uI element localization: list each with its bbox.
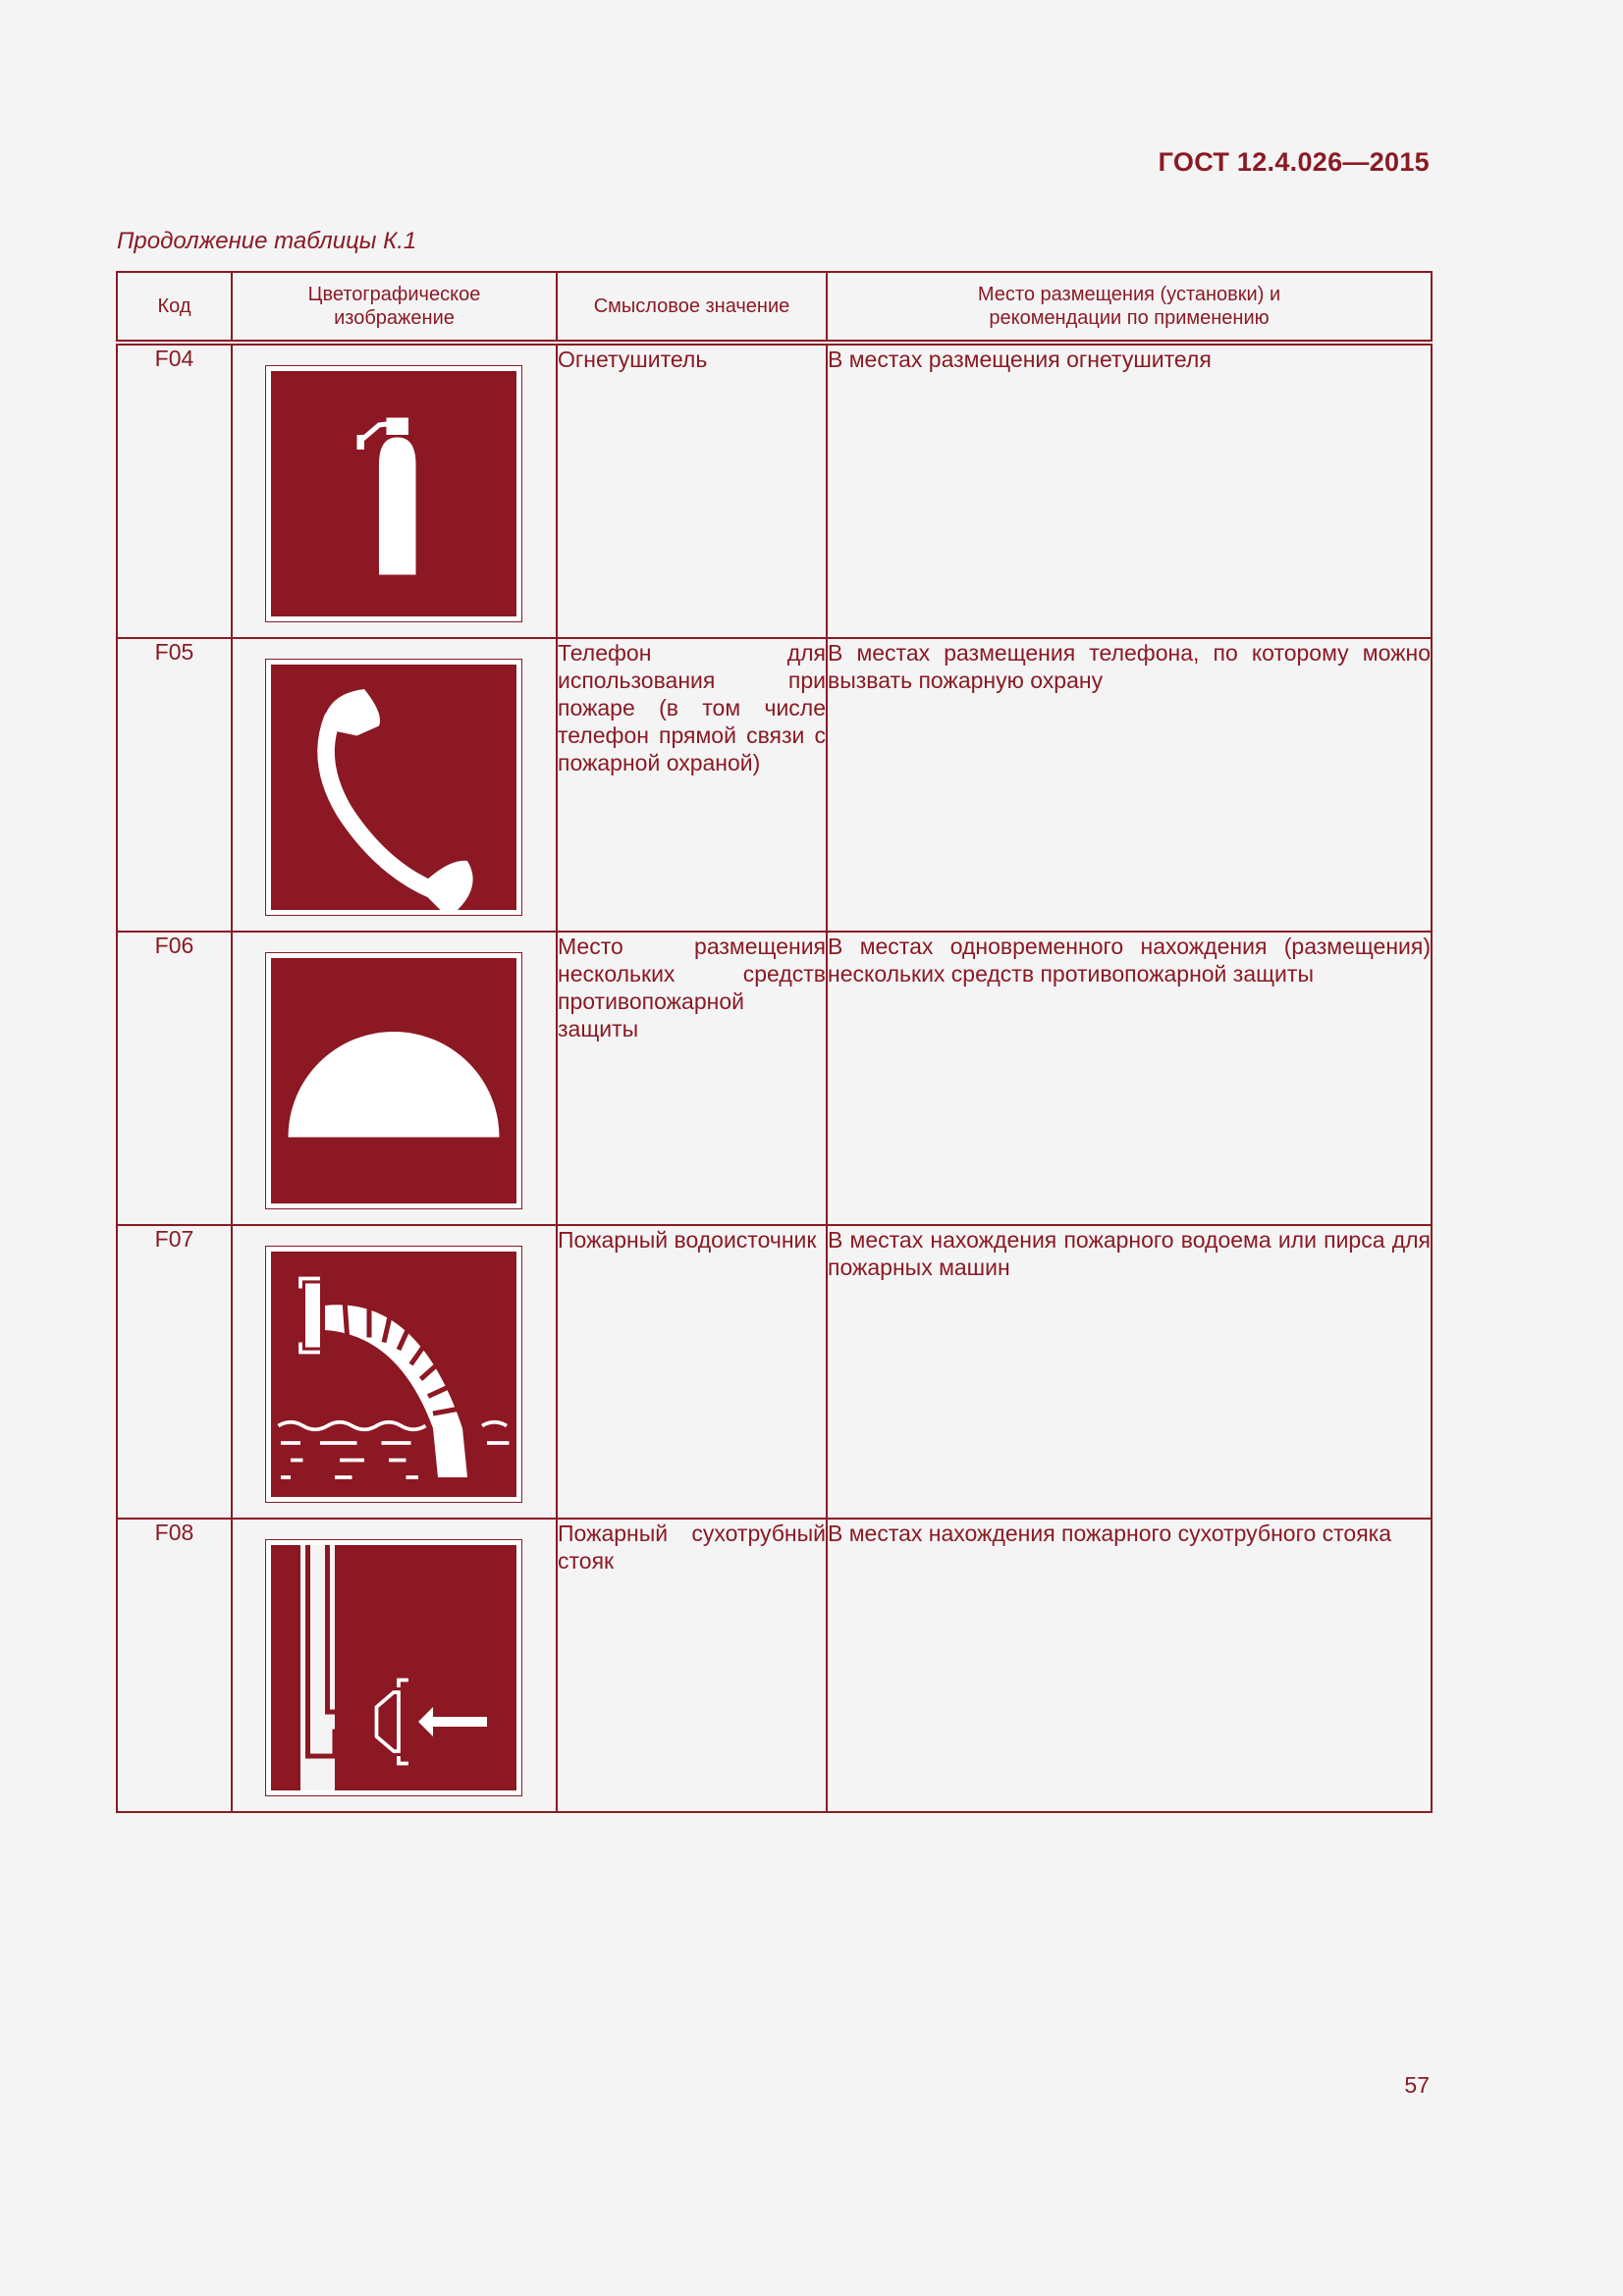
row-code: F04 bbox=[117, 343, 232, 638]
row-placement: В местах одновременного нахождения (размещения) нескольких средств противопожарной защиты bbox=[827, 932, 1432, 1225]
row-meaning: Огнетушитель bbox=[557, 343, 827, 638]
fire-extinguisher-icon bbox=[271, 371, 516, 616]
column-header-meaning: Смысловое значение bbox=[557, 272, 827, 343]
page-number: 57 bbox=[1404, 2072, 1430, 2098]
fire-phone-icon bbox=[271, 665, 516, 910]
table-row bbox=[117, 343, 1432, 638]
table-row bbox=[117, 638, 1432, 932]
row-meaning: Телефон для использования при пожаре (в том числе телефон прямой связи с пожарной охраной) bbox=[557, 638, 827, 932]
table-header-row bbox=[117, 272, 1432, 343]
table-row bbox=[117, 1225, 1432, 1519]
row-image bbox=[232, 1519, 557, 1812]
row-meaning: Место размещения нескольких средств противопожарной защиты bbox=[557, 932, 827, 1225]
row-placement: В местах размещения телефона, по которому можно вызвать пожарную охрану bbox=[827, 638, 1432, 932]
row-image bbox=[232, 343, 557, 638]
fire-water-source-icon bbox=[271, 1252, 516, 1497]
fire-equipment-location-icon bbox=[271, 958, 516, 1203]
row-placement: В местах нахождения пожарного водоема или пирса для пожарных машин bbox=[827, 1225, 1432, 1519]
row-placement: В местах нахождения пожарного сухотрубного стояка bbox=[827, 1519, 1432, 1812]
row-image bbox=[232, 1225, 557, 1519]
column-header-image: Цветографическое изображение bbox=[232, 272, 557, 343]
signs-table bbox=[116, 271, 1433, 1813]
table-row bbox=[117, 1519, 1432, 1812]
row-image bbox=[232, 638, 557, 932]
row-meaning: Пожарный водоисточник bbox=[557, 1225, 827, 1519]
column-header-placement: Место размещения (установки) и рекомендации по применению bbox=[827, 272, 1432, 343]
table-row bbox=[117, 932, 1432, 1225]
table-caption: Продолжение таблицы К.1 bbox=[117, 228, 417, 254]
row-code: F06 bbox=[117, 932, 232, 1225]
row-code: F05 bbox=[117, 638, 232, 932]
dry-riser-icon bbox=[271, 1545, 516, 1790]
column-header-code: Код bbox=[117, 272, 232, 343]
row-code: F07 bbox=[117, 1225, 232, 1519]
document-code: ГОСТ 12.4.026—2015 bbox=[1158, 147, 1430, 177]
row-placement: В местах размещения огнетушителя bbox=[827, 343, 1432, 638]
row-image bbox=[232, 932, 557, 1225]
row-code: F08 bbox=[117, 1519, 232, 1812]
row-meaning: Пожарный сухотрубный стояк bbox=[557, 1519, 827, 1812]
